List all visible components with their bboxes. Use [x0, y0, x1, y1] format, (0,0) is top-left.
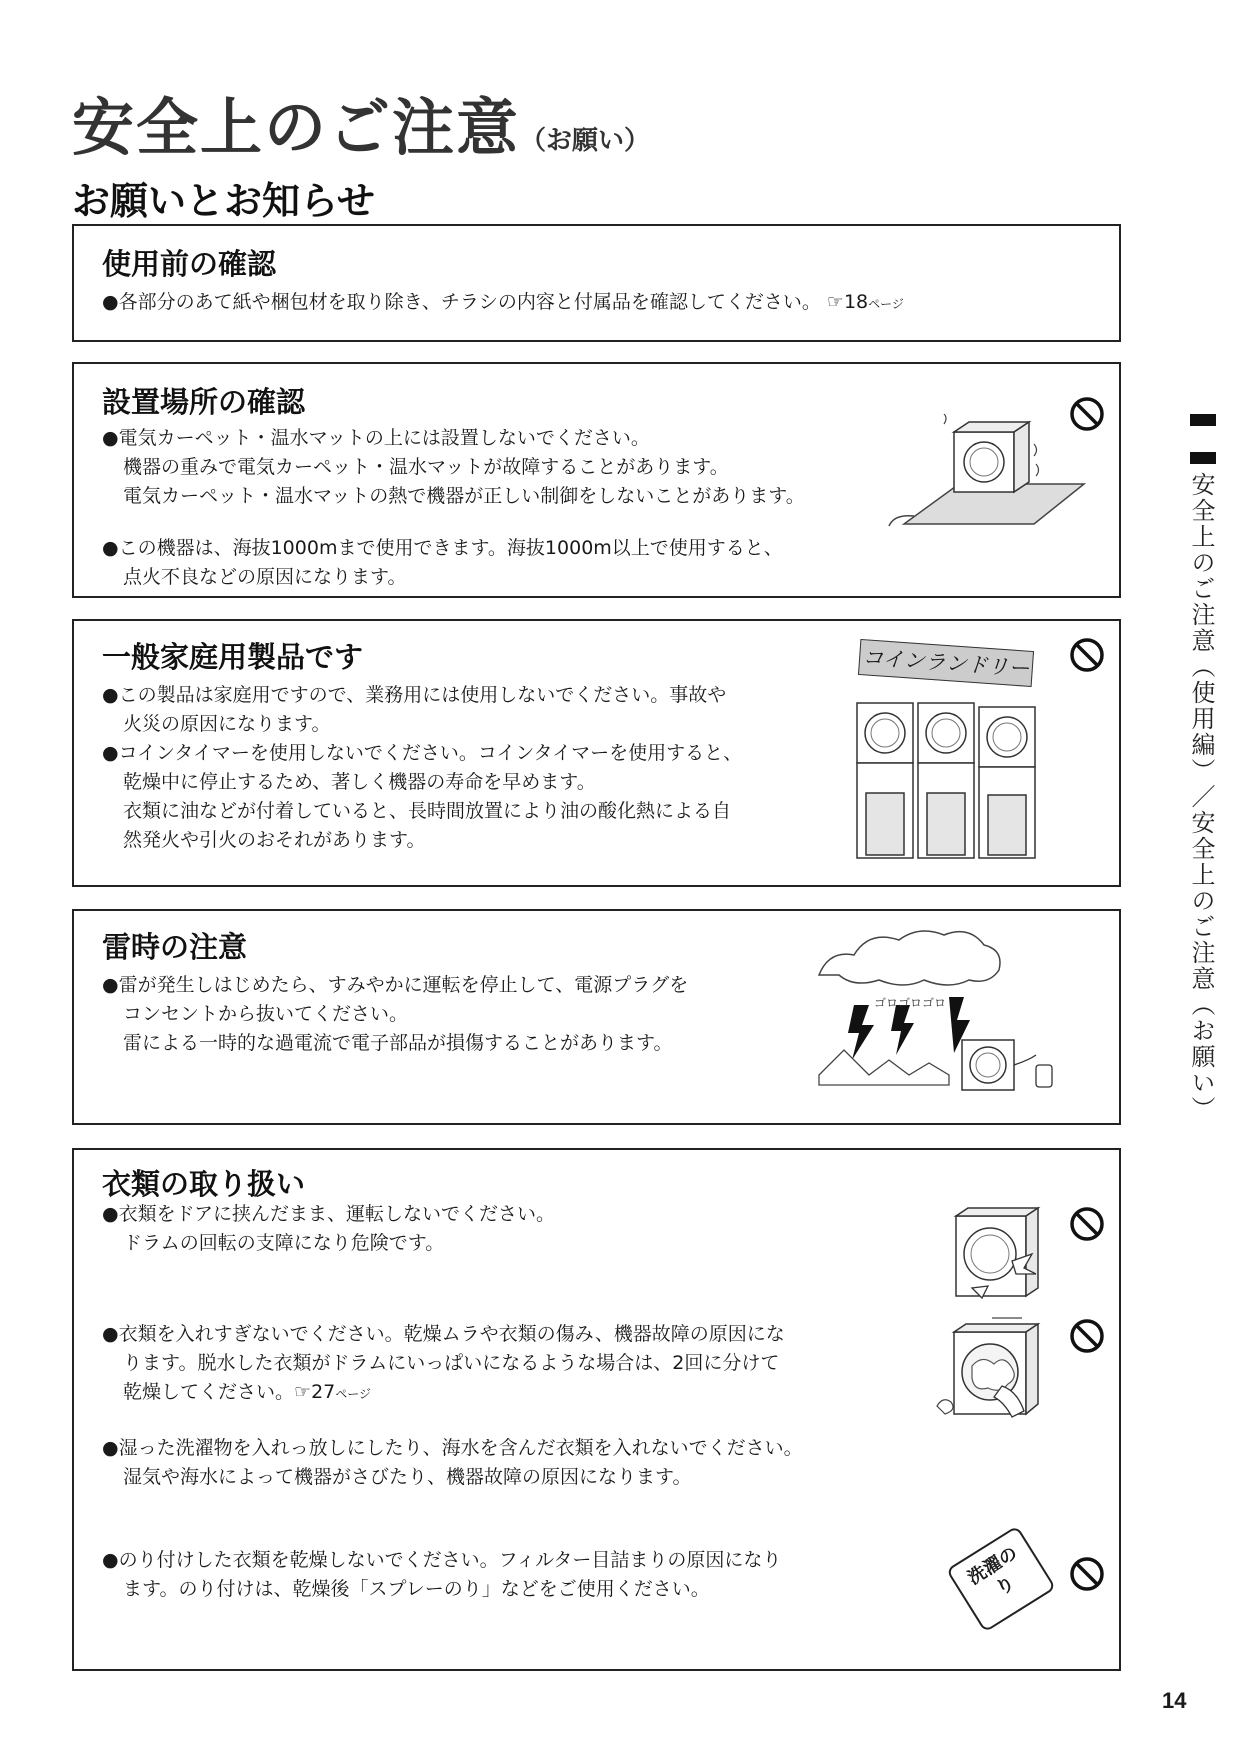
page-reference: ☞27ページ: [294, 1381, 372, 1403]
side-tab-label: 安全上のご注意（使用編）／安全上のご注意（お願い）: [1187, 472, 1215, 1122]
page-title: [72, 78, 650, 167]
prohibition-icon: [1069, 396, 1105, 432]
section-subtitle: お願いとお知らせ: [72, 179, 375, 223]
coin-laundry-dryers-illustration: [852, 693, 1052, 863]
section-heading: 雷時の注意: [102, 930, 248, 964]
notice-item: ●衣類をドアに挟んだまま、運転しないでください。 ドラムの回転の支障になり危険です。: [102, 1203, 556, 1254]
section-installation-location: [72, 362, 1121, 598]
section-clothing-handling: [72, 1148, 1121, 1671]
side-tab-marker: [1190, 452, 1216, 464]
thunder-sound-label: ゴロゴロゴロ: [874, 996, 947, 1010]
section-heading: 設置場所の確認: [102, 385, 306, 419]
section-heading: 衣類の取り扱い: [102, 1167, 306, 1201]
prohibition-icon: [1069, 637, 1105, 673]
notice-item: ●のり付けした衣類を乾燥しないでください。フィルター目詰まりの原因になり ます。のり付けは、乾燥後「スプレーのり」などをご使用ください。: [102, 1549, 782, 1600]
notice-item: ●衣類を入れすぎないでください。乾燥ムラや衣類の傷み、機器故障の原因にな ります。脱水した衣類がドラムにいっぱいになるような場合は、2回に分けて 乾燥してください。☞27ページ: [102, 1323, 785, 1403]
section-before-use: [72, 224, 1121, 342]
section-thunderstorm: [72, 909, 1121, 1125]
prohibition-icon: [1069, 1556, 1105, 1592]
page-number: 14: [1162, 1688, 1187, 1713]
notice-item: ●この製品は家庭用ですので、業務用には使用しないでください。事故や 火災の原因になります。: [102, 684, 727, 735]
notice-item: ●電気カーペット・温水マットの上には設置しないでください。 機器の重みで電気カーペット・温水マットが故障することがあります。 電気カーペット・温水マットの熱で機器が正しい制御をしないことがあります。: [102, 427, 805, 507]
thunderstorm-illustration: [814, 925, 1059, 1105]
section-heading: 使用前の確認: [102, 247, 277, 281]
notice-item: ●この機器は、海抜1000mまで使用できます。海抜1000m以上で使用すると、 点火不良などの原因になります。: [102, 537, 783, 588]
prohibition-icon: [1069, 1318, 1105, 1354]
page-title-sub: （お願い）: [520, 126, 651, 156]
section-heading: 一般家庭用製品です: [102, 640, 364, 674]
dryer-on-carpet-illustration: [884, 414, 1094, 534]
starch-bag-label: 洗濯のり: [964, 1542, 1022, 1600]
laundry-starch-bag-illustration: [946, 1525, 1056, 1632]
notice-item: ●湿った洗濯物を入れっ放しにしたり、海水を含んだ衣類を入れないでください。 湿気や海水によって機器がさびたり、機器故障の原因になります。: [102, 1437, 803, 1488]
pointing-hand-icon: ☞: [826, 291, 844, 313]
notice-item: ●雷が発生しはじめたら、すみやかに運転を停止して、電源プラグを コンセントから抜いてください。 雷による一時的な過電流で電子部品が損傷することがあります。: [102, 974, 689, 1054]
bullet: ●: [102, 291, 119, 313]
page-title-main: 安全上のご注意: [72, 91, 521, 164]
clothes-caught-in-door-illustration: [942, 1206, 1052, 1306]
coin-laundry-sign: コインランドリー: [858, 639, 1034, 687]
section-household-use: [72, 619, 1121, 887]
overfilled-drum-illustration: [932, 1316, 1052, 1426]
notice-item: ●コインタイマーを使用しないでください。コインタイマーを使用すると、 乾燥中に停止するため、著しく機器の寿命を早めます。 衣類に油などが付着していると、長時間放置により油の酸化熱による自 然発火や引火のおそれがあります。: [102, 742, 743, 851]
side-tab-marker: [1190, 414, 1216, 426]
notice-item: ●各部分のあて紙や梱包材を取り除き、チラシの内容と付属品を確認してください。 ☞18ページ: [102, 291, 904, 313]
pointing-hand-icon: ☞: [294, 1381, 312, 1403]
prohibition-icon: [1069, 1206, 1105, 1242]
page-reference: ☞18ページ: [826, 291, 904, 313]
